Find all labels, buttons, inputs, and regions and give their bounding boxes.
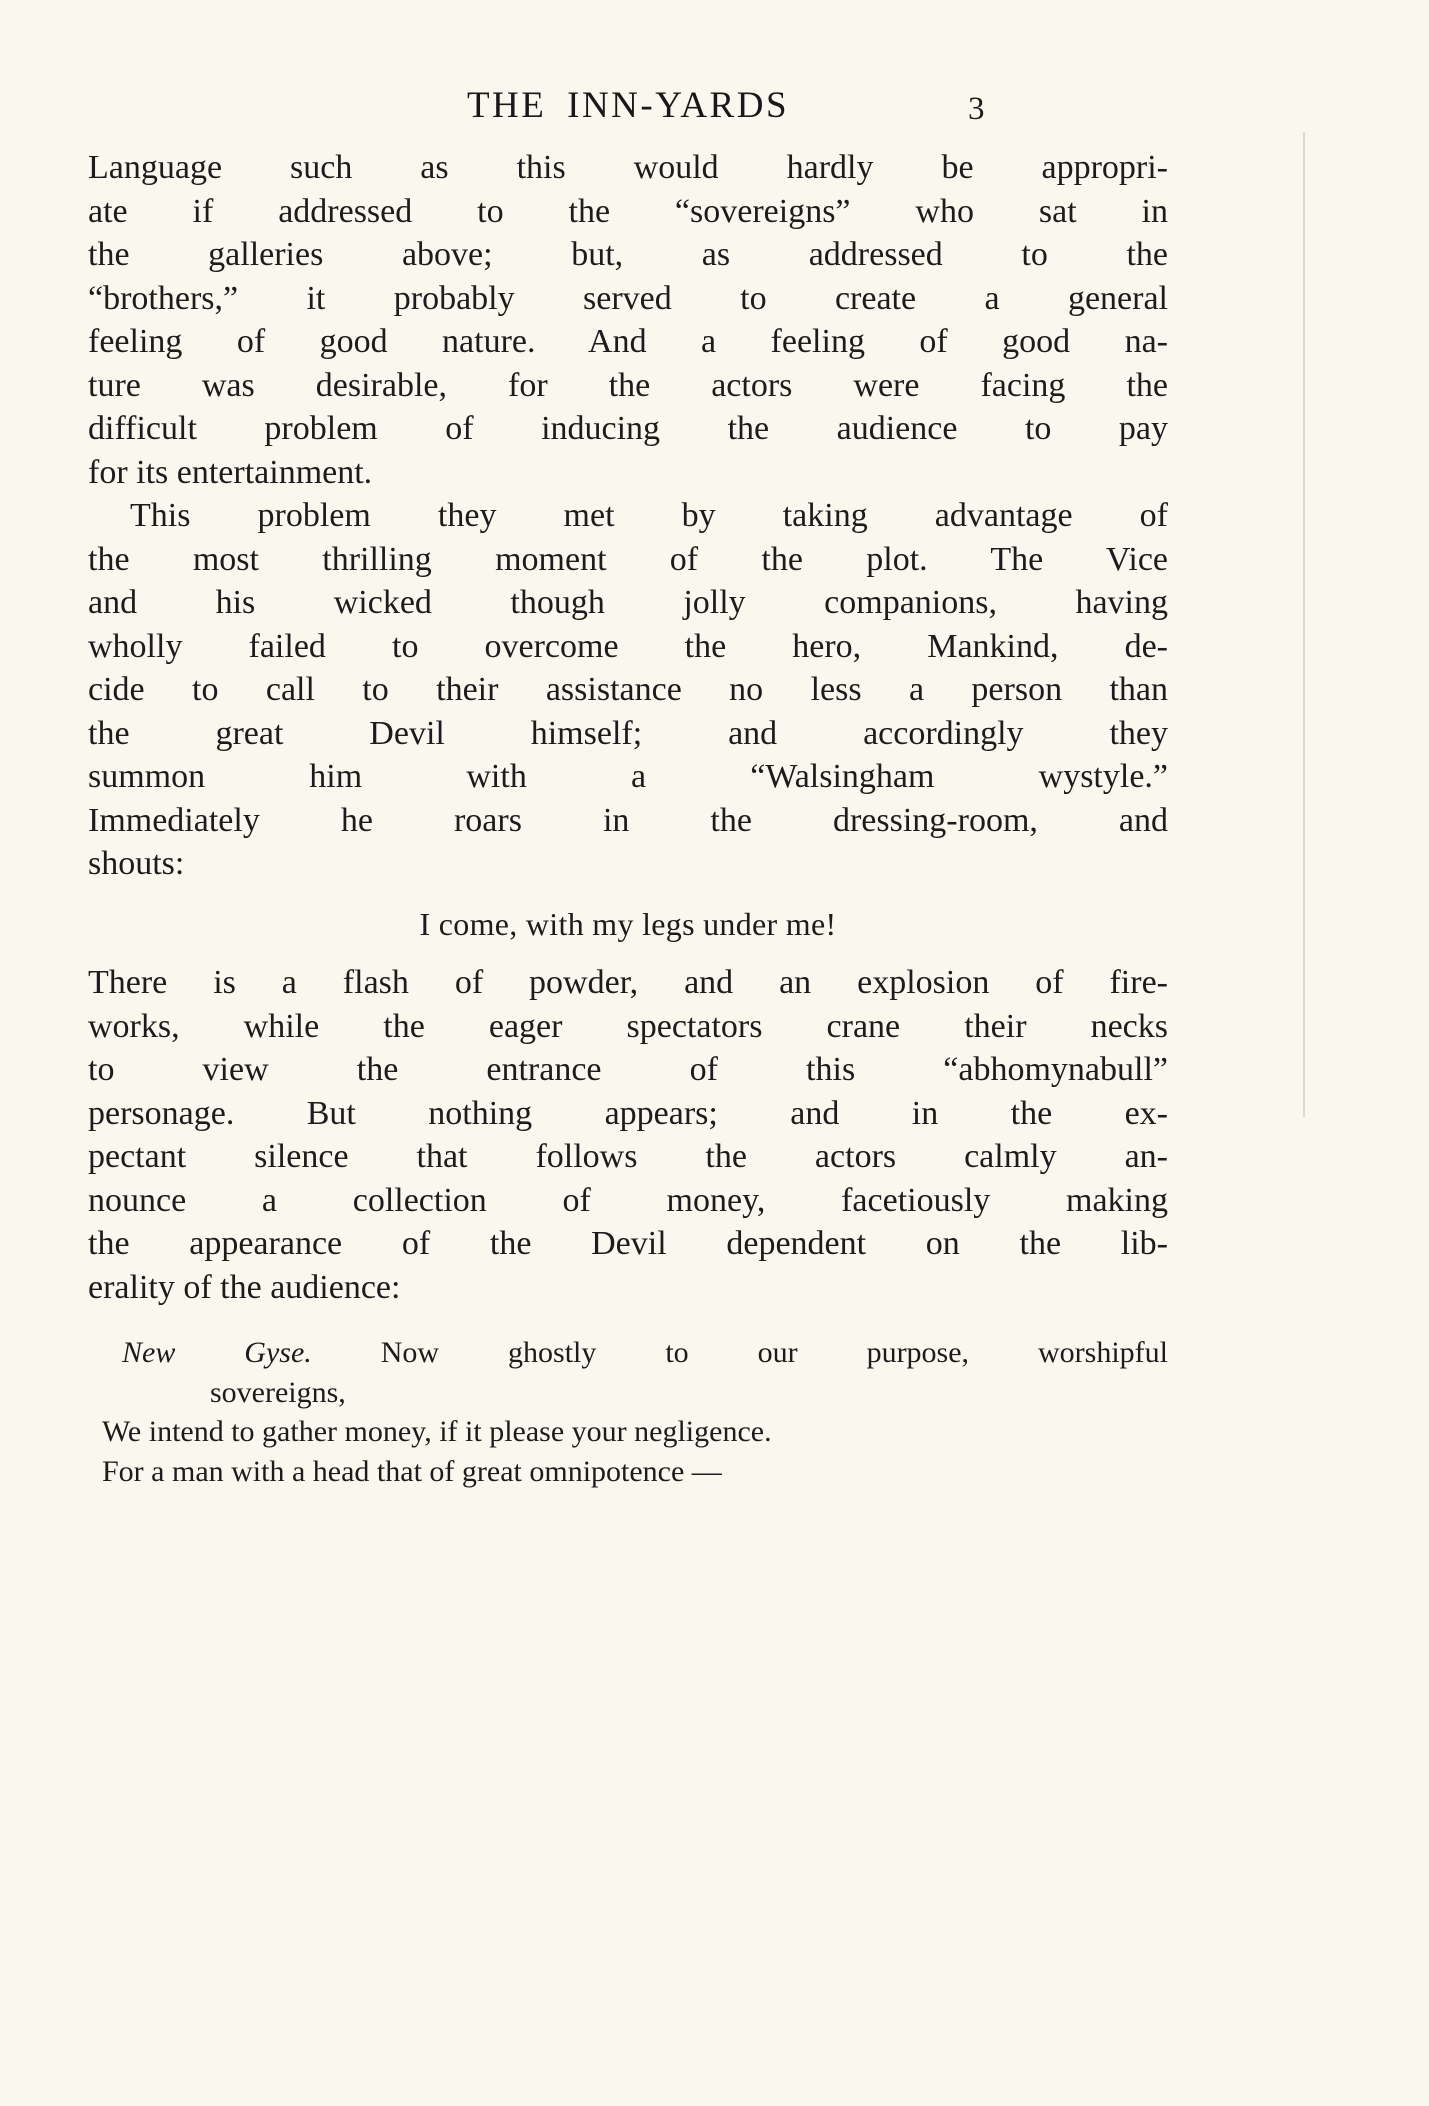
text-block [88,146,1168,1491]
text-line: the great Devil himself; and accordingly they [88,714,1168,752]
quote-line: sovereigns, [210,1375,346,1409]
text-line: and his wicked though jolly companions, having [88,584,1168,621]
page-edge-artifact [1303,132,1305,1117]
quote-line [88,1333,1168,1373]
text-line: There is a flash of powder, and an explosion of fire- [88,964,1168,1001]
paragraph-3 [88,961,1168,1309]
text-line: ture was desirable, for the actors were facing the [88,366,1168,404]
text-line: for its entertainment. [88,453,373,491]
quote-line: For a man with a head that of great omnipotence — [102,1454,722,1488]
text-line: the most thrilling moment of the plot. The Vice [88,540,1168,578]
stage-quote-block [88,1333,1168,1491]
text-line: to view the entrance of this “abhomynabull” [88,1051,1168,1088]
text-line: feeling of good nature. And a feeling of good na- [88,323,1168,360]
text-line: difficult problem of inducing the audience to pay [88,410,1168,447]
paragraph-1 [88,146,1168,494]
text-line: works, while the eager spectators crane their necks [88,1007,1168,1045]
text-line: This problem they met by taking advantage of [130,497,1168,534]
text-line: shouts: [88,845,185,882]
page-number: 3 [968,91,985,127]
speaker-name: New Gyse. [122,1336,312,1369]
text-line: summon him with a “Walsingham wystyle.” [88,758,1168,795]
verse-line: I come, with my legs under me! [419,905,837,942]
paragraph-2 [88,494,1168,886]
text-line: cide to call to their assistance no less a person than [88,671,1168,708]
text-line: nounce a collection of money, facetiously making [88,1181,1168,1219]
text-line: personage. But nothing appears; and in the ex- [88,1094,1168,1132]
running-head [88,84,1168,130]
page-title: THE INN-YARDS [466,85,790,126]
text-line: Immediately he roars in the dressing-room, and [88,801,1168,839]
text-line: ate if addressed to the “sovereigns” who sat in [88,192,1168,230]
text-line: pectant silence that follows the actors calmly an- [88,1138,1168,1175]
text-line: erality of the audience: [88,1268,401,1306]
quote-line: We intend to gather money, if it please your negligence. [102,1415,772,1448]
quote-text: Now ghostly to our purpose, worshipful [380,1336,1168,1369]
text-line: wholly failed to overcome the hero, Mankind, de- [88,627,1168,665]
text-line: the appearance of the Devil dependent on the lib- [88,1225,1168,1262]
text-line: the galleries above; but, as addressed to the [88,236,1168,273]
text-line: Language such as this would hardly be appropri- [88,149,1168,186]
text-line: “brothers,” it probably served to create a general [88,279,1168,317]
